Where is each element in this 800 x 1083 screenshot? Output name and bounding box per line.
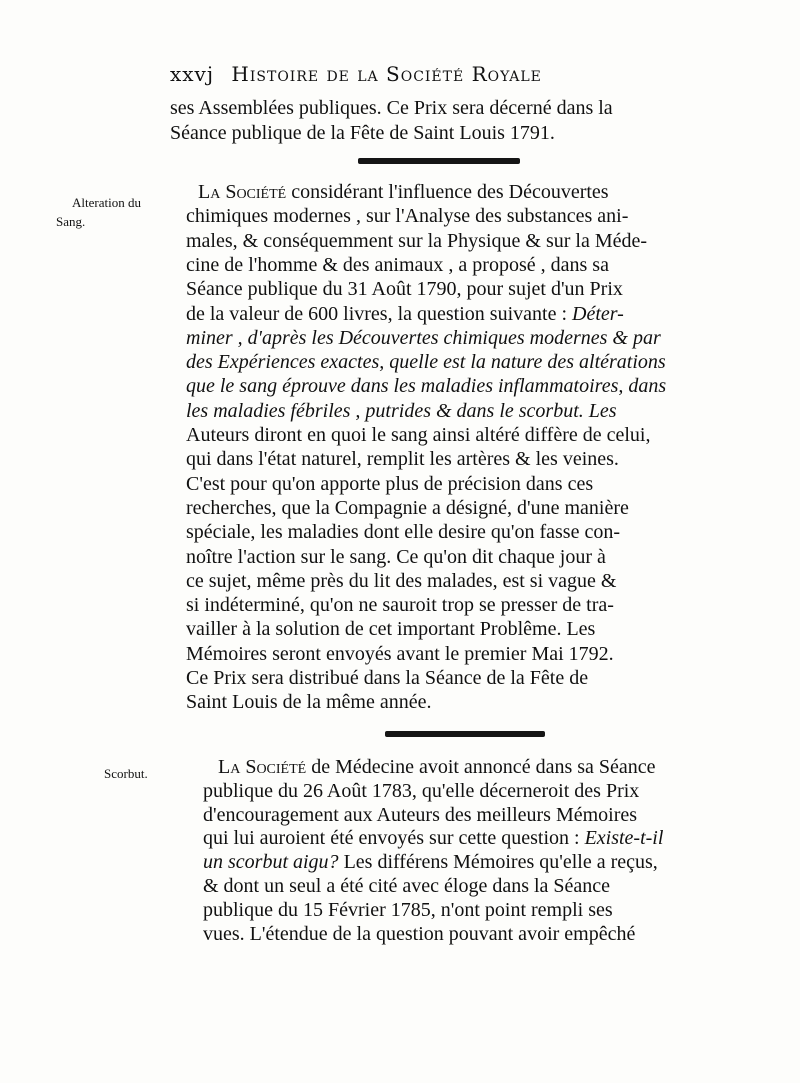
text-line: publique du 26 Août 1783, qu'elle décerneroit des Prix [203,779,640,802]
text-line: de la valeur de 600 livres, la question suivante : Déter- [186,302,624,325]
margin-note-line: Sang. [56,214,86,229]
text-line: des Expériences exactes, quelle est la nature des altérations [186,351,666,374]
text-line: Séance publique de la Fête de Saint Louis 1791. [170,122,555,144]
running-title: Histoire de la Société Royale [231,62,542,86]
text-line: Séance publique du 31 Août 1790, pour sujet d'un Prix [186,278,623,301]
text-line: si indéterminé, qu'on ne sauroit trop se presser de tra- [186,594,614,617]
text-line: que le sang éprouve dans les maladies inflammatoires, dans [186,375,667,398]
text-line: publique du 15 Février 1785, n'ont point rempli ses [203,898,613,921]
text-line: vues. L'étendue de la question pouvant avoir empêché [203,922,636,945]
text-line: qui lui auroient été envoyés sur cette question : Existe-t-il [203,827,664,850]
text-line: Auteurs diront en quoi le sang ainsi altéré diffère de celui, [186,424,651,446]
margin-note-line: Alteration du [72,195,141,210]
text-line: Mémoires seront envoyés avant le premier Mai 1792. [186,642,614,665]
text-line: les maladies fébriles , putrides & dans le scorbut. Les [186,399,617,422]
text-line: C'est pour qu'on apporte plus de précision dans ces [186,472,594,495]
section-divider [358,158,520,164]
page-number: xxvj [170,62,215,86]
text-line: & dont un seul a été cité avec éloge dans la Séance [203,875,611,897]
text-line: cine de l'homme & des animaux , a proposé , dans sa [186,253,609,276]
text-line: recherches, que la Compagnie a désigné, d'une manière [186,496,629,519]
text-line: La Société de Médecine avoit annoncé dans sa Séance [218,756,656,778]
text-line: un scorbut aigu? Les différens Mémoires qu'elle a reçus, [203,851,658,874]
text-line: Ce Prix sera distribué dans la Séance de la Fête de [186,667,589,689]
text-line: ses Assemblées publiques. Ce Prix sera décerné dans la [170,97,613,119]
text-line: d'encouragement aux Auteurs des meilleurs Mémoires [203,803,638,826]
section-divider [385,731,545,737]
text-line: ce sujet, même près du lit des malades, est si vague & [186,569,617,592]
text-line: males, & conséquemment sur la Physique & sur la Méde- [186,229,648,252]
text-line: noître l'action sur le sang. Ce qu'on dit chaque jour à [186,545,606,568]
text-line: chimiques modernes , sur l'Analyse des substances ani- [186,205,629,228]
running-header [170,62,650,86]
text-line: miner , d'après les Découvertes chimiques modernes & par [186,326,661,349]
text-line: La Société considérant l'influence des Découvertes [198,181,609,203]
text-line: qui dans l'état naturel, remplit les artères & les veines. [186,448,619,471]
text-line: spéciale, les maladies dont elle desire qu'on fasse con- [186,521,621,544]
text-line: vailler à la solution de cet important Problême. Les [186,618,596,641]
margin-note-line: Scorbut. [104,766,148,781]
text-line: Saint Louis de la même année. [186,691,432,714]
